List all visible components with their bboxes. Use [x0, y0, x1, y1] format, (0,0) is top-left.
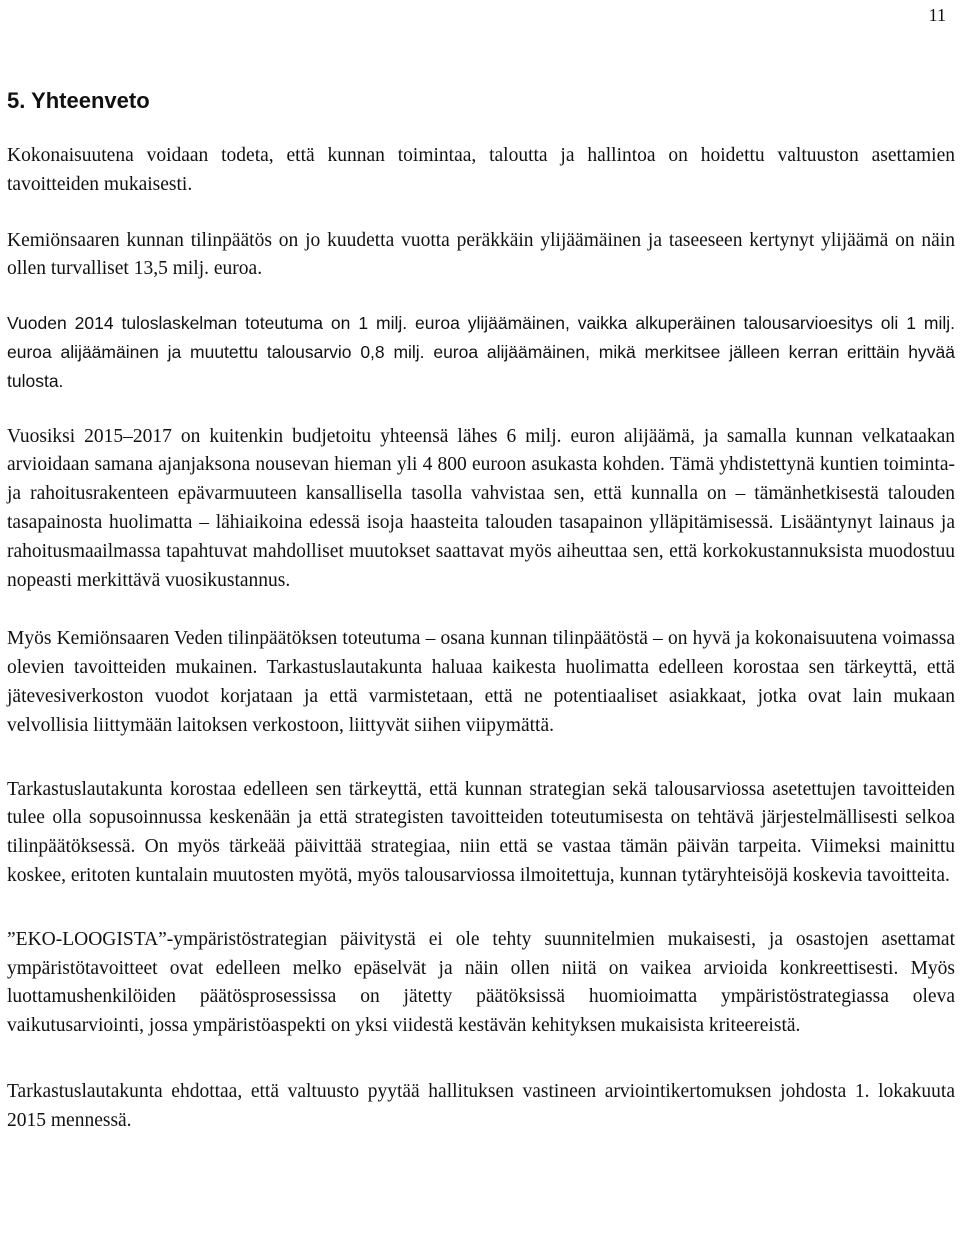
document-body [7, 142, 955, 1173]
section-heading: 5. Yhteenveto [7, 88, 150, 113]
paragraph-council-proposal: Tarkastuslautakunta ehdottaa, että valtuusto pyytää hallituksen vastineen arviointikertomuksen johdosta 1. lokakuuta 2015 mennessä. [7, 1080, 955, 1131]
paragraph-surplus-accumulation: Kemiönsaaren kunnan tilinpäätös on jo kuudetta vuotta peräkkäin ylijäämäinen ja taseeseen kertynyt ylijäämä on näin ollen turvalliset 13,5 milj. euroa. [7, 229, 955, 280]
paragraph-overall-assessment: Kokonaisuutena voidaan todeta, että kunnan toimintaa, taloutta ja hallintoa on hoidettu valtuuston asettamien tavoitteiden mukaisesti. [7, 145, 955, 195]
page-number: 11 [928, 5, 946, 25]
paragraph-environmental-strategy: ”EKO-LOOGISTA”-ympäristöstrategian päivitystä ei ole tehty suunnitelmien mukaisesti, ja osastojen asettamat ympäristötavoitteet ovat edelleen melko epäselvät ja näin ollen niitä on vaikea arvioida konkreettisesti. Myös luottamushenkilöiden päätösprosessissa on jätetty päätöksissä huomioimatta ympäristöstrategiassa oleva vaikutusarviointi, jossa ympäristöaspekti on yksi viidestä kestävän kehityksen mukaisista kriteereistä. [7, 928, 955, 1037]
paragraph-strategy-goals: Tarkastuslautakunta korostaa edelleen sen tärkeyttä, että kunnan strategian sekä talousarviossa asetettujen tavoitteiden tulee olla sopusoinnussa keskenään ja että strategisten tavoitteiden toteutumisesta on tehtävä järjestelmällisesti selkoa tilinpäätöksessä. On myös tärkeää päivittää strategiaa, niin että se vastaa tämän päivän tarpeita. Viimeksi mainittu koskee, eritoten kuntalain muutosten myötä, myös talousarviossa ilmoitettuja, kunnan tytäryhteisöjä koskevia tavoitteita. [7, 778, 955, 886]
paragraph-income-statement-2014: Vuoden 2014 tuloslaskelman toteutuma on 1 milj. euroa ylijäämäinen, vaikka alkuperäinen talousarvioesitys oli 1 milj. euroa alijäämäinen ja muutettu talousarvio 0,8 milj. euroa alijäämäinen, mikä merkitsee jälleen kerran erittäin hyvää tulosta. [7, 313, 955, 391]
paragraph-budget-outlook: Vuosiksi 2015–2017 on kuitenkin budjetoitu yhteensä lähes 6 milj. euron alijäämä, ja samalla kunnan velkataakan arvioidaan samana ajanjaksona nousevan hieman yli 4 800 euroon asukasta kohden. Tämä yhdistettynä kuntien toiminta- ja rahoitusrakenteen epävarmuuteen kansallisella tasolla vahvistaa sen, että kunnalla on – tämänhetkisestä talouden tasapainosta huolimatta – lähiaikoina edessä isoja haasteita talouden tasapainon ylläpitämisessä. Lisääntynyt lainaus ja rahoitusmaailmassa tapahtuvat mahdolliset muutokset saattavat myös aiheuttaa sen, että korkokustannuksista muodostuu nopeasti merkittävä vuosikustannus. [7, 425, 955, 591]
paragraph-water-utility: Myös Kemiönsaaren Veden tilinpäätöksen toteutuma – osana kunnan tilinpäätöstä – on hyvä ja kokonaisuutena voimassa olevien tavoitteiden mukainen. Tarkastuslautakunta haluaa kaikesta huolimatta edelleen korostaa sen tärkeyttä, että jätevesiverkoston vuodot korjataan ja että varmistetaan, että ne potentiaaliset asiakkaat, jotka ovat lain mukaan velvollisia liittymään laitoksen verkostoon, liittyvät siihen viipymättä. [7, 628, 955, 736]
